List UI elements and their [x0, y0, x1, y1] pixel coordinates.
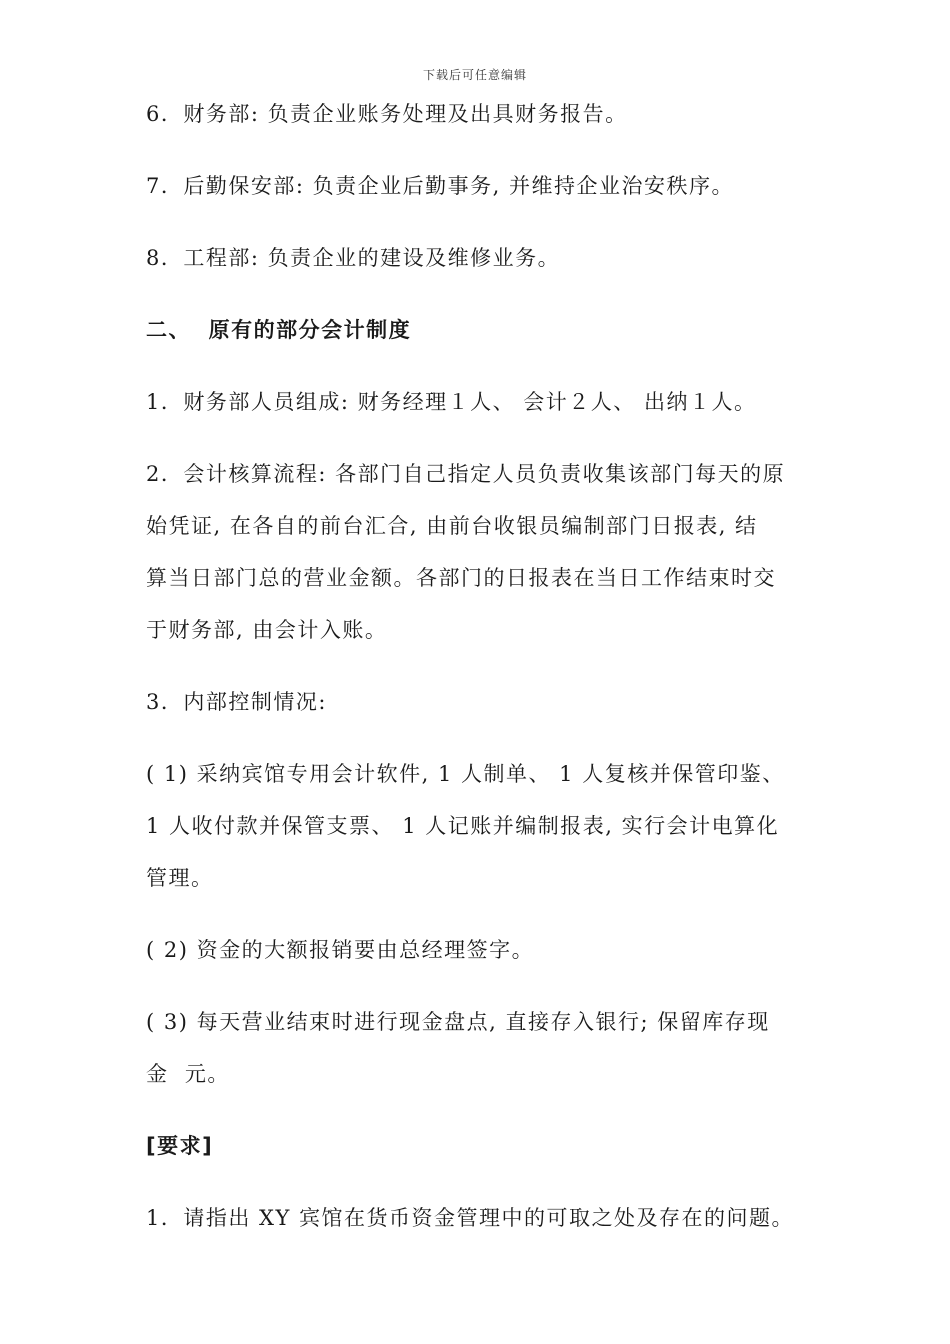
document-body — [146, 88, 811, 1264]
section-heading — [146, 304, 811, 356]
text-line: 1 人收付款并保管支票、 1 人记账并编制报表, 实行会计电算化 — [146, 814, 780, 838]
text-line: 二、 原有的部分会计制度 — [146, 318, 412, 342]
paragraph — [146, 160, 811, 212]
paragraph — [146, 232, 811, 284]
paragraph — [146, 996, 811, 1100]
paragraph — [146, 924, 811, 976]
text-line: 于财务部, 由会计入账。 — [146, 618, 388, 642]
text-line: 6．财务部: 负责企业账务处理及出具财务报告。 — [146, 102, 628, 126]
text-line: 算当日部门总的营业金额。各部门的日报表在当日工作结束时交 — [146, 566, 776, 590]
paragraph — [146, 448, 811, 656]
text-line: [要求] — [146, 1134, 214, 1158]
paragraph — [146, 748, 811, 904]
text-line: 始凭证, 在各自的前台汇合, 由前台收银员编制部门日报表, 结 — [146, 514, 758, 538]
text-line: 3．内部控制情况: — [146, 690, 327, 714]
paragraph — [146, 676, 811, 728]
text-line: ( 2) 资金的大额报销要由总经理签字。 — [146, 938, 535, 962]
page-header-note: 下载后可任意编辑 — [422, 68, 527, 82]
paragraph — [146, 376, 811, 428]
text-line: 金 元。 — [146, 1062, 230, 1086]
text-line: ( 1) 采纳宾馆专用会计软件, 1 人制单、 1 人复核并保管印鉴、 — [146, 762, 785, 786]
paragraph — [146, 88, 811, 140]
text-line: 8．工程部: 负责企业的建设及维修业务。 — [146, 246, 561, 270]
text-line: 7．后勤保安部: 负责企业后勤事务, 并维持企业治安秩序。 — [146, 174, 734, 198]
paragraph — [146, 1192, 811, 1244]
text-line: 1．财务部人员组成: 财务经理１人、 会计２人、 出纳１人。 — [146, 390, 757, 414]
section-heading — [146, 1120, 811, 1172]
text-line: 1．请指出 XY 宾馆在货币资金管理中的可取之处及存在的问题。 — [146, 1206, 795, 1230]
text-line: 管理。 — [146, 866, 214, 890]
text-line: 2．会计核算流程: 各部门自己指定人员负责收集该部门每天的原 — [146, 462, 786, 486]
text-line: ( 3) 每天营业结束时进行现金盘点, 直接存入银行; 保留库存现 — [146, 1010, 770, 1034]
